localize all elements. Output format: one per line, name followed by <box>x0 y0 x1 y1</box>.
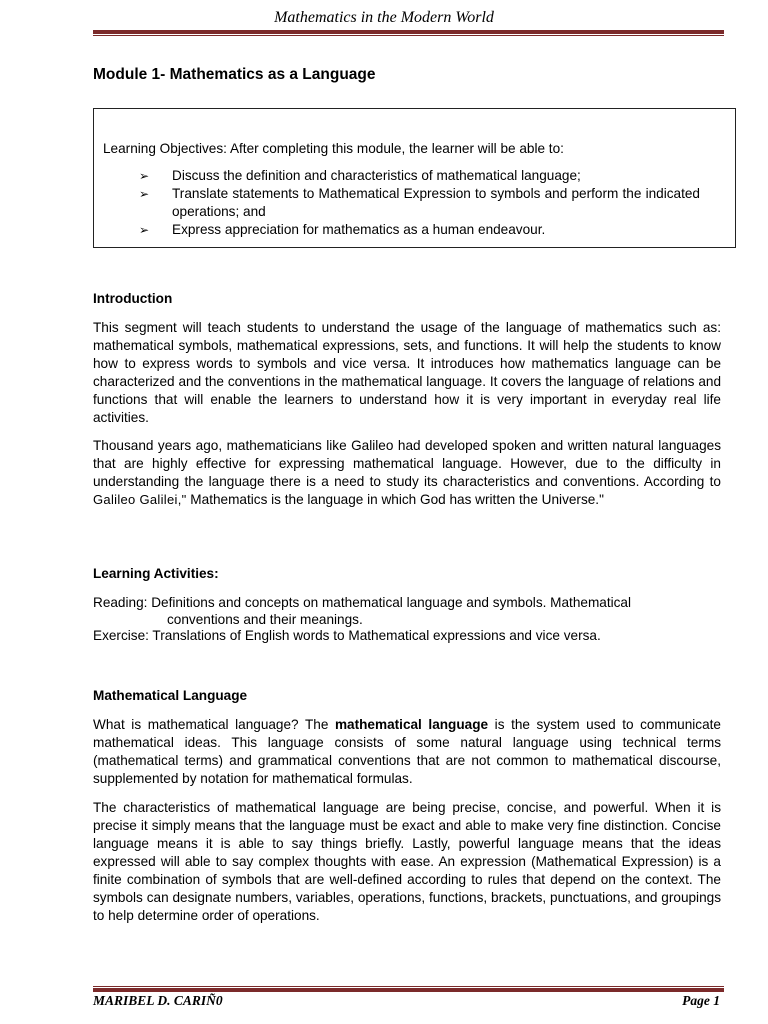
reading-activity-line-1: Reading: Definitions and concepts on mathematical language and symbols. Mathematical <box>93 595 632 610</box>
arrow-bullet-icon: ➢ <box>139 169 150 183</box>
running-header-title: Mathematics in the Modern World <box>274 9 494 26</box>
exercise-activity-line: Exercise: Translations of English words to Mathematical expressions and vice versa. <box>93 628 601 643</box>
objectives-intro: Learning Objectives: After completing this module, the learner will be able to: <box>103 141 564 156</box>
learning-objectives-box <box>93 108 736 248</box>
list-item <box>139 167 700 185</box>
reading-activity-line-2: conventions and their meanings. <box>167 612 363 627</box>
mathematical-language-heading: Mathematical Language <box>93 688 248 703</box>
list-item <box>139 221 700 239</box>
objective-text: Discuss the definition and characteristics of mathematical language; <box>172 168 581 183</box>
paragraph-text: Mathematics is the language in which God has written the Universe." <box>186 492 604 507</box>
list-item <box>139 185 700 221</box>
introduction-paragraph-2 <box>93 437 721 509</box>
objective-text: Express appreciation for mathematics as a human endeavour. <box>172 222 546 237</box>
footer-rule-thick <box>93 988 724 992</box>
page-number: Page 1 <box>682 993 720 1008</box>
mathematical-language-paragraph-2: The characteristics of mathematical language are being precise, concise, and powerful. When it is precise it simply means that the language must be exact and able to make very fine distinction. Concise language means it is able to say things briefly. Lastly, powerful language means that the ideas expressed will able to say complex thoughts with ease. An expression (Mathematical Expression) is a finite combination of symbols that are well-defined according to rules that depend on the context. The symbols can designate numbers, variables, operations, functions, brackets, punctuations, and groupings to help determine order of operations. <box>93 800 721 923</box>
arrow-bullet-icon: ➢ <box>139 187 150 201</box>
paragraph-text: is the system used to communicate mathematical ideas. This language consists of some natural language using technical terms (mathematical terms) and grammatical conventions that are not common to mathematical discourse, supplemented by notation for mathematical formulas. <box>93 717 721 786</box>
mathematical-language-paragraph-1 <box>93 716 721 788</box>
bold-term: mathematical language <box>334 717 489 732</box>
footer-author: MARIBEL D. CARIÑ0 <box>93 993 223 1008</box>
module-title: Module 1- Mathematics as a Language <box>93 66 376 83</box>
introduction-heading: Introduction <box>93 291 173 306</box>
introduction-paragraph-1: This segment will teach students to understand the usage of the language of mathematics such as: mathematical symbols, mathematical expressions, sets, and functions. It will help the students to know how to express words to symbols and vice versa. It introduces how mathematics language can be characterized and the conventions in the mathematical language. It covers the language of relations and functions that will enable the learners to understand how it is very important in everyday real life activities. <box>93 320 721 425</box>
footer-rule-thin <box>93 986 724 987</box>
header-rule-thick <box>93 30 724 34</box>
header-rule-thin <box>93 35 724 36</box>
paragraph-text: Thousand years ago, mathematicians like Galileo had developed spoken and written natural languages that are highly effective for expressing mathematical language. However, due to the difficulty in understanding the language there is a need to study its characteristics and conventions. According to <box>93 438 721 489</box>
arrow-bullet-icon: ➢ <box>139 223 150 237</box>
objectives-list <box>139 167 700 239</box>
learning-activities-heading: Learning Activities: <box>93 566 219 581</box>
quoted-author: Galileo Galilei," <box>93 492 187 507</box>
paragraph-text: What is mathematical language? The <box>93 717 335 732</box>
objective-text: Translate statements to Mathematical Expression to symbols and perform the indicated operations; and <box>172 186 700 219</box>
